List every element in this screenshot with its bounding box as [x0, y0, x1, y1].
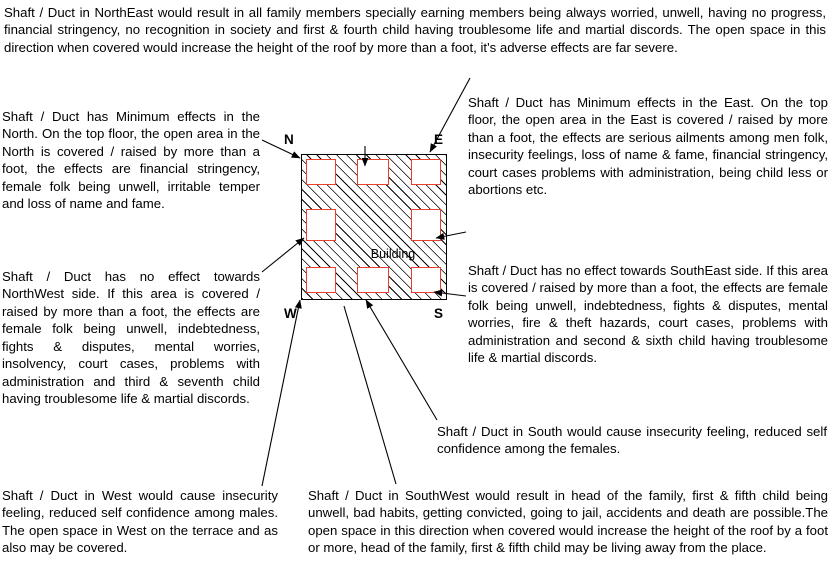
direction-label-north: N [284, 132, 294, 147]
shaft-cell-northeast [411, 159, 441, 185]
annotation-southeast: Shaft / Duct has no effect towards SouthEast side. If this area is covered / raised by more than a foot, the effects are female folk being unwell, indebtedness, fights & disputes, mental worries, fire & theft hazards, court cases, problems with administration and second & sixth child having troublesome life & martial discords. [468, 263, 828, 366]
annotation-east: Shaft / Duct has Minimum effects in the East. On the top floor, the open area in the East is covered / raised by more than a foot, the effects are serious ailments among men folk, insecurity feelings, loss of name & fame, financial stringency, court cases problems with administration, being child less or abortions etc. [468, 95, 828, 198]
shaft-cell-southeast [411, 267, 441, 293]
annotation-southwest: Shaft / Duct in SouthWest would result in head of the family, first & fifth child being unwell, bad habits, getting convicted, going to jail, accidents and death are possible.The open space in this direction when covered would increase the height of the roof by a foot or more, head of the family, first & fifth child may be living away from the place. [308, 488, 828, 556]
building-center-label: Building [370, 247, 416, 261]
direction-label-west: W [284, 306, 297, 321]
shaft-cell-east [411, 209, 441, 241]
building-outline [301, 154, 447, 300]
annotation-north: Shaft / Duct has Minimum effects in the North. On the top floor, the open area in the North is covered / raised by more than a foot, the effects are financial stringency, female folk being unwell, irritable temper and loss of name and fame. [2, 109, 260, 212]
annotation-south: Shaft / Duct in South would cause insecurity feeling, reduced self confidence among the females. [437, 424, 827, 457]
direction-label-south: S [434, 306, 444, 321]
direction-label-east: E [434, 132, 444, 147]
annotation-northeast: Shaft / Duct in NorthEast would result in all family members specially earning members being always worried, unwell, having no progress, financial stringency, no recognition in society and first & fourth child having troublesome life and martial discords. The open space in this direction when covered would increase the height of the roof by more than a foot, it's adverse effects are far severe. [4, 5, 826, 55]
shaft-cell-south [357, 267, 389, 293]
annotation-west: Shaft / Duct in West would cause insecurity feeling, reduced self confidence among males. The open space in West on the terrace and as also may be covered. [2, 488, 278, 556]
annotation-northwest: Shaft / Duct has no effect towards NorthWest side. If this area is covered / raised by more than a foot, the effects are female folk being unwell, indebtedness, fights & disputes, mental worries, insolvency, court cases, problems with administration and third & seventh child having troublesome life & martial discords. [2, 269, 260, 406]
shaft-cell-southwest [306, 267, 336, 293]
shaft-cell-northwest [306, 159, 336, 185]
shaft-cell-north [357, 159, 389, 185]
building-plan-diagram [283, 128, 463, 343]
shaft-cell-west [306, 209, 336, 241]
